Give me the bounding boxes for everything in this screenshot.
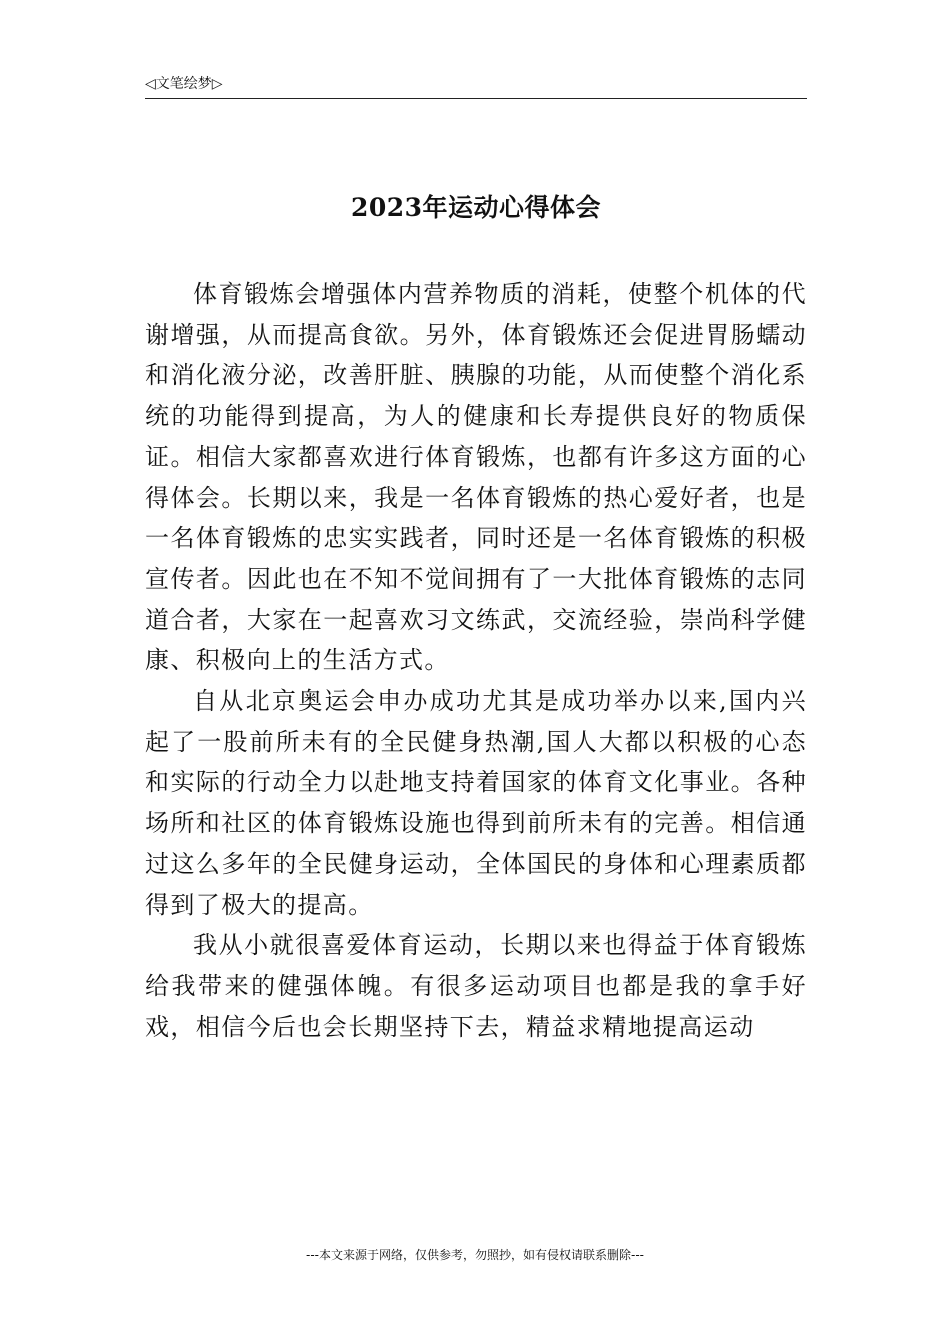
document-title: 2023年运动心得体会 [350, 193, 602, 222]
paragraph: 我从小就很喜爱体育运动，长期以来也得益于体育锻炼给我带来的健强体魄。有很多运动项目也都是我的拿手好戏，相信今后也会长期坚持下去，精益求精地提高运动 [145, 931, 807, 1041]
paragraph: 体育锻炼会增强体内营养物质的消耗，使整个机体的代谢增强，从而提高食欲。另外，体育锻炼还会促进胃肠蠕动和消化液分泌，改善肝脏、胰腺的功能，从而使整个消化系统的功能得到提高，为人的健康和长寿提供良好的物质保证。相信大家都喜欢进行体育锻炼，也都有许多这方面的心得体会。长期以来，我是一名体育锻炼的热心爱好者，也是一名体育锻炼的忠实实践者，同时还是一名体育锻炼的积极宣传者。因此也在不知不觉间拥有了一大批体育锻炼的志同道合者，大家在一起喜欢习文练武，交流经验，崇尚科学健康、积极向上的生活方式。 [145, 280, 807, 675]
paragraph: 自从北京奥运会申办成功尤其是成功举办以来,国内兴起了一股前所未有的全民健身热潮,国人大都以积极的心态和实际的行动全力以赴地支持着国家的体育文化事业。各种场所和社区的体育锻炼设施也得到前所未有的完善。相信通过这么多年的全民健身运动，全体国民的身体和心理素质都得到了极大的提高。 [145, 687, 807, 919]
header-brand: ◁文笔绘梦▷ [145, 76, 223, 92]
footer-notice: ---本文来源于网络，仅供参考，勿照抄，如有侵权请联系删除--- [306, 1248, 644, 1262]
document-body [145, 274, 807, 1204]
page-header [145, 74, 807, 99]
